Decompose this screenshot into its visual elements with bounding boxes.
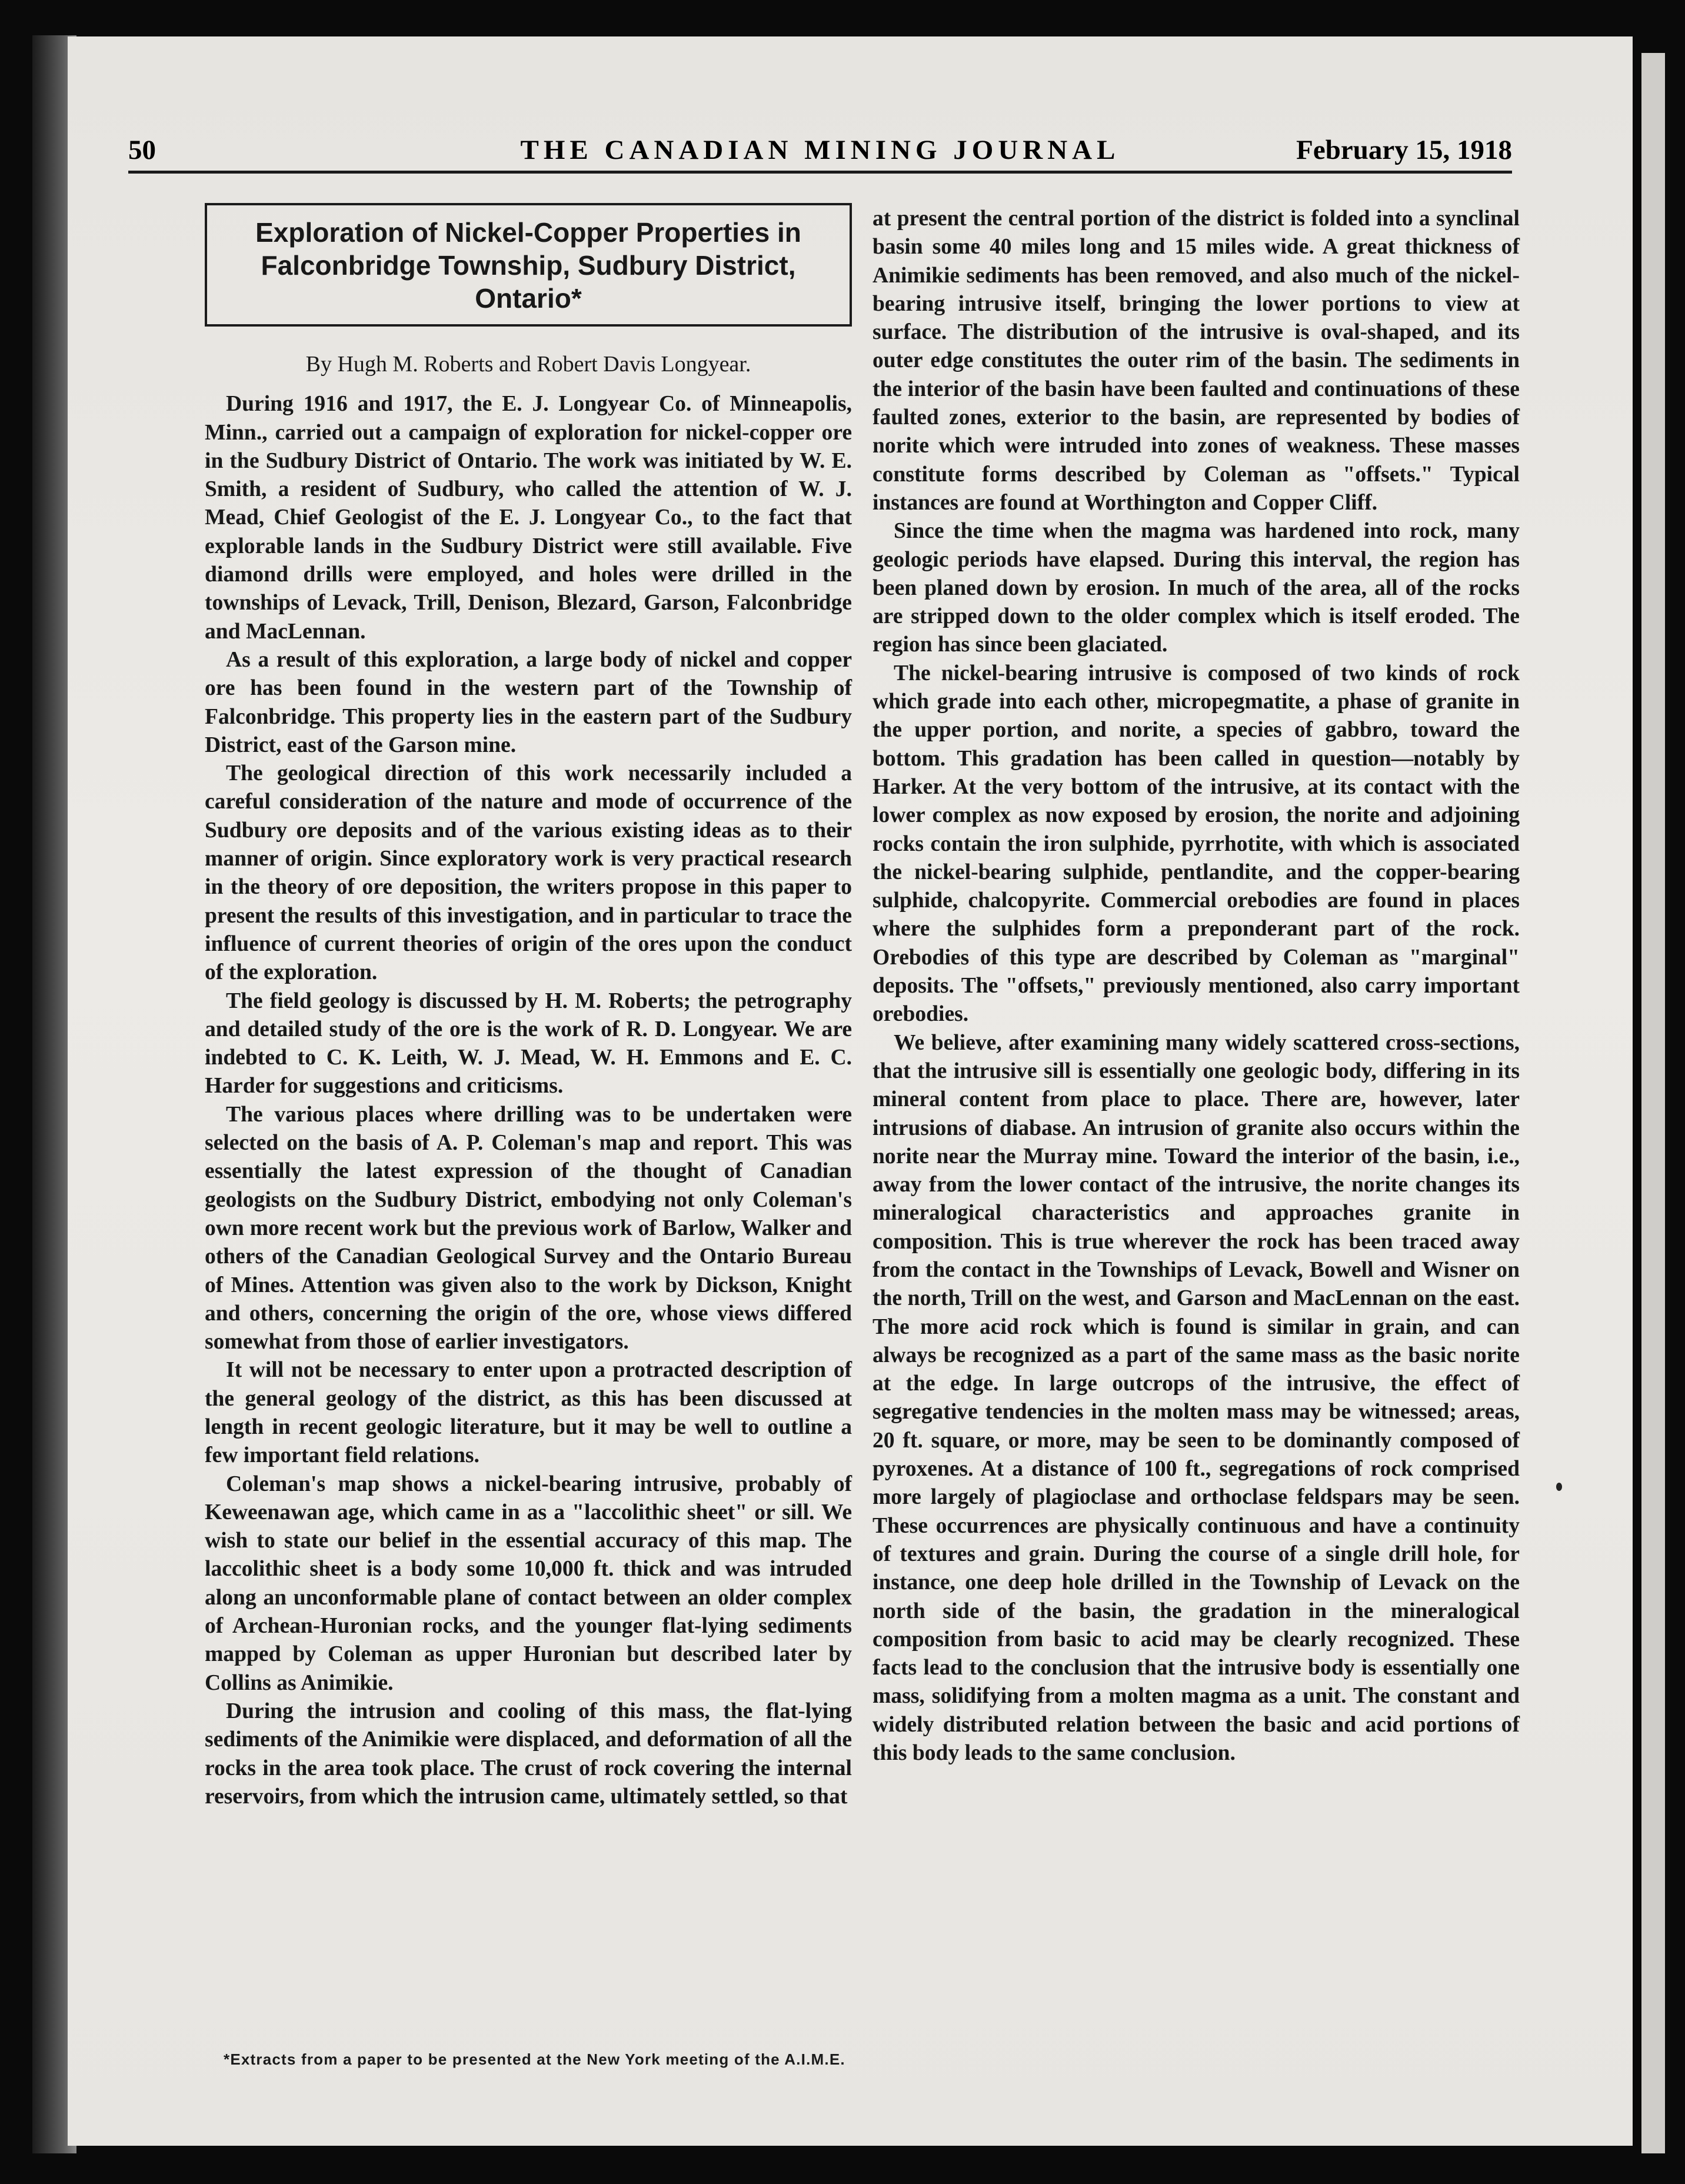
paragraph: Since the time when the magma was hardened into rock, many geologic periods have elapsed. During this interval, the region has been planed down by erosion. In much of the area, all of the rocks are stripped down to the older complex which is itself eroded. The region has since been glaciated.: [873, 519, 1520, 657]
issue-date: February 15, 1918: [1296, 135, 1512, 165]
paragraph: The field geology is discussed by H. M. Roberts; the petrography and detailed study of the ore is the work of R. D. Longyear. We are indebted to C. K. Leith, W. J. Mead, W. H. Emmons and E. C. Harder for suggestions and criticisms.: [205, 988, 852, 1098]
paragraph: It will not be necessary to enter upon a protracted description of the general geology of the district, as this has been discussed at length in recent geologic literature, but it may be well to outline a few important field relations.: [205, 1358, 852, 1468]
paragraph: During 1916 and 1917, the E. J. Longyear Co. of Minneapolis, Minn., carried out a campaign of exploration for nickel-copper ore in the Sudbury District of Ontario. The work was initiated by W. E. Smith, a resident of Sudbury, who called the attention of W. J. Mead, Chief Geologist of the E. J. Longyear Co., to the fact that explorable lands in the Sudbury District were still available. Five diamond drills were employed, and holes were drilled in the townships of Levack, Trill, Denison, Blezard, Garson, Falconbridge and MacLennan.: [205, 392, 852, 644]
margin-speck: [1556, 1483, 1562, 1491]
article-byline: By Hugh M. Roberts and Robert Davis Longyear.: [305, 352, 751, 377]
adjacent-page-edge: [1641, 53, 1665, 2153]
article-title: Exploration of Nickel-Copper Properties in Falconbridge Township, Sudbury District, Ontario*: [205, 203, 852, 327]
left-column: [205, 203, 852, 1811]
header-rule: [128, 171, 1512, 174]
right-column: [873, 205, 1520, 1767]
paragraph: at present the central portion of the district is folded into a synclinal basin some 40 miles long and 15 miles wide. A great thickness of Animikie sediments has been removed, and also much of the nickel-bearing intrusive itself, bringing the lower portions to view at surface. The distribution of the intrusive is oval-shaped, and its outer edge constitutes the outer rim of the basin. The sediments in the interior of the basin have been faulted and continuations of these faulted zones, exterior to the basin, are represented by bodies of norite which were intruded into zones of weakness. These masses constitute forms described by Coleman as "offsets." Typical instances are found at Worthington and Copper Cliff.: [873, 207, 1520, 515]
paragraph: The geological direction of this work necessarily included a careful consideration of the nature and mode of occurrence of the Sudbury ore deposits and of the various existing ideas as to their manner of origin. Since exploratory work is very practical research in the theory of ore deposition, the writers propose in this paper to present the results of this investigation, and in particular to trace the influence of current theories of origin of the ores upon the conduct of the exploration.: [205, 761, 852, 985]
paragraph: We believe, after examining many widely scattered cross-sections, that the intrusive sill is essentially one geologic body, differing in its mineral content from place to place. There are, however, later intrusions of diabase. An intrusion of granite also occurs within the norite near the Murray mine. Toward the interior of the basin, i.e., away from the lower contact of the intrusive, the norite changes its mineralogical characteristics and approaches granite in composition. This is true wherever the rock has been traced away from the contact in the Townships of Levack, Bowell and Wisner on the north, Trill on the west, and Garson and MacLennan on the east. The more acid rock which is found is similar in grain, and can always be recognized as a part of the same mass as the basic norite at the edge. In large outcrops of the intrusive, the effect of segregative tendencies in the molten mass may be witnessed; areas, 20 ft. square, or more, may be seen to be dominantly composed of pyroxenes. At a distance of 100 ft., segregations of rock comprised more largely of plagioclase and orthoclase feldspars may be seen. These occurrences are physically continuous and have a continuity of textures and grain. During the course of a single drill hole, for instance, one deep hole drilled in the Township of Levack on the north side of the basin, the gradation in the mineralogical composition from basic to acid may be clearly recognized. These facts lead to the conclusion that the intrusive body is essentially one mass, solidifying from a molten magma as a unit. The constant and widely distributed relation between the basic and acid portions of this body leads to the same conclusion.: [873, 1030, 1520, 1766]
paragraph: As a result of this exploration, a large body of nickel and copper ore has been found in the western part of the Township of Falconbridge. This property lies in the eastern part of the Sudbury District, east of the Garson mine.: [205, 647, 852, 757]
paragraph: The various places where drilling was to be undertaken were selected on the basis of A. P. Coleman's map and report. This was essentially the latest expression of the thought of Canadian geologists on the Sudbury District, embodying not only Coleman's own more recent work but the previous work of Barlow, Walker and others of the Canadian Geological Survey and the Ontario Bureau of Mines. Attention was given also to the work by Dickson, Knight and others, concerning the origin of the ore, whose views differed somewhat from those of earlier investigators.: [205, 1102, 852, 1354]
journal-title: THE CANADIAN MINING JOURNAL: [520, 135, 1120, 165]
paragraph: During the intrusion and cooling of this mass, the flat-lying sediments of the Animikie were displaced, and deformation of all the rocks in the area took place. The crust of rock covering the internal reservoirs, from which the intrusion came, ultimately settled, so that: [205, 1699, 852, 1809]
footnote: *Extracts from a paper to be presented at the New York meeting of the A.I.M.E.: [224, 2050, 845, 2068]
paragraph: The nickel-bearing intrusive is composed of two kinds of rock which grade into each other, micropegmatite, a phase of granite in the upper portion, and norite, a species of gabbro, toward the bottom. This gradation has been called in question—notably by Harker. At the very bottom of the intrusive, at its contact with the lower complex as now exposed by erosion, the norite and adjoining rocks contain the iron sulphide, pyrrhotite, with which is associated the nickel-bearing sulphide, pentlandite, and the copper-bearing sulphide, chalcopyrite. Commercial orebodies are found in places where the sulphides form a preponderant part of the rock. Orebodies of this type are described by Coleman as "marginal" deposits. The "offsets," previously mentioned, also carry important orebodies.: [873, 661, 1520, 1027]
running-header: [128, 134, 1512, 169]
paragraph: Coleman's map shows a nickel-bearing intrusive, probably of Keweenawan age, which came in as a "laccolithic sheet" or sill. We wish to state our belief in the essential accuracy of this map. The laccolithic sheet is a body some 10,000 ft. thick and was intruded along an unconformable plane of contact between an older complex of Archean-Huronian rocks, and the younger flat-lying sediments mapped by Coleman as upper Huronian but described later by Collins as Animikie.: [205, 1471, 852, 1695]
page-number: 50: [128, 135, 156, 165]
